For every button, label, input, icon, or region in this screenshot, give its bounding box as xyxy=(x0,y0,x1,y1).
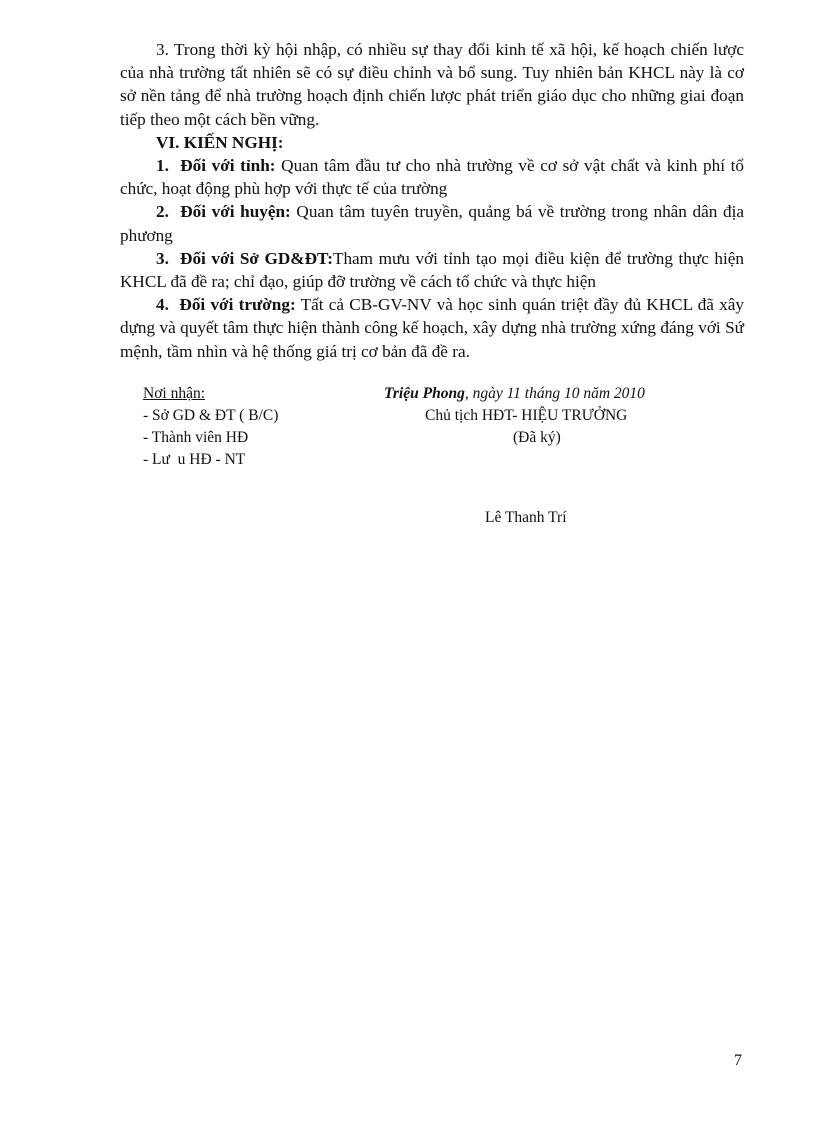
recipient-item: - Sở GD & ĐT ( B/C) xyxy=(143,407,279,424)
recipient-item: - Lư u HĐ - NT xyxy=(143,451,246,468)
recommendation-item-1 xyxy=(120,154,744,200)
signature-block xyxy=(380,383,740,449)
item-lead: Đối với tỉnh: xyxy=(180,156,276,176)
item-text: Tham mưu với tỉnh tạo mọi điều kiện để trường thực hiện KHCL đã đề ra; chỉ đạo, giúp đỡ trường về cách tổ chức và thực hiện xyxy=(120,248,745,292)
place-name: Triệu Phong xyxy=(384,385,465,402)
paragraph-3: 3. Trong thời kỳ hội nhập, có nhiều sự thay đổi kinh tế xã hội, kế hoạch chiến lược của nhà trường tất nhiên sẽ có sự điều chỉnh và bổ sung. Tuy nhiên bản KHCL này là cơ sở nền tảng để nhà trường hoạch định chiến lược phát triển giáo dục cho những giai đoạn tiếp theo một cách bền vững. xyxy=(120,40,744,129)
recommendation-item-2 xyxy=(120,200,744,246)
item-number: 1. xyxy=(156,156,169,176)
recommendation-item-3 xyxy=(120,247,744,293)
item-lead: Đối với trường: xyxy=(179,295,296,315)
document-body xyxy=(120,38,744,363)
signed-status: (Đã ký) xyxy=(513,429,561,446)
section-heading: VI. KIẾN NGHỊ: xyxy=(156,132,284,152)
item-text: Quan tâm tuyên truyền, quảng bá về trường trong nhân dân địa phương xyxy=(120,202,744,245)
recipient-item: - Thành viên HĐ xyxy=(143,429,249,446)
recommendation-item-4 xyxy=(120,293,744,363)
place-date xyxy=(380,383,740,405)
item-number: 3. xyxy=(156,248,169,268)
signer-name: Lê Thanh Trí xyxy=(485,509,567,526)
item-lead: Đối với Sở GD&ĐT: xyxy=(180,248,333,268)
date-text: , ngày 11 tháng 10 năm 2010 xyxy=(464,385,645,402)
recipients-heading: Nơi nhận: xyxy=(143,385,206,402)
item-text: Quan tâm đầu tư cho nhà trường về cơ sở vật chất và kinh phí tổ chức, hoạt động phù hợp với thực tế của trường xyxy=(120,156,744,199)
page-number: 7 xyxy=(734,1052,742,1069)
recipients-block xyxy=(143,383,278,471)
item-lead: Đối với huyện: xyxy=(180,202,291,222)
signatory-title: Chủ tịch HĐT- HIỆU TRƯỞNG xyxy=(425,407,628,424)
item-text: Tất cả CB-GV-NV và học sinh quán triệt đầy đủ KHCL đã xây dựng và quyết tâm thực hiện thành công kế hoạch, xây dựng nhà trường xứng đáng với Sứ mệnh, tầm nhìn và hệ thống giá trị cơ bản đã đề ra. xyxy=(120,295,745,361)
item-number: 2. xyxy=(156,202,169,222)
item-number: 4. xyxy=(156,295,169,315)
